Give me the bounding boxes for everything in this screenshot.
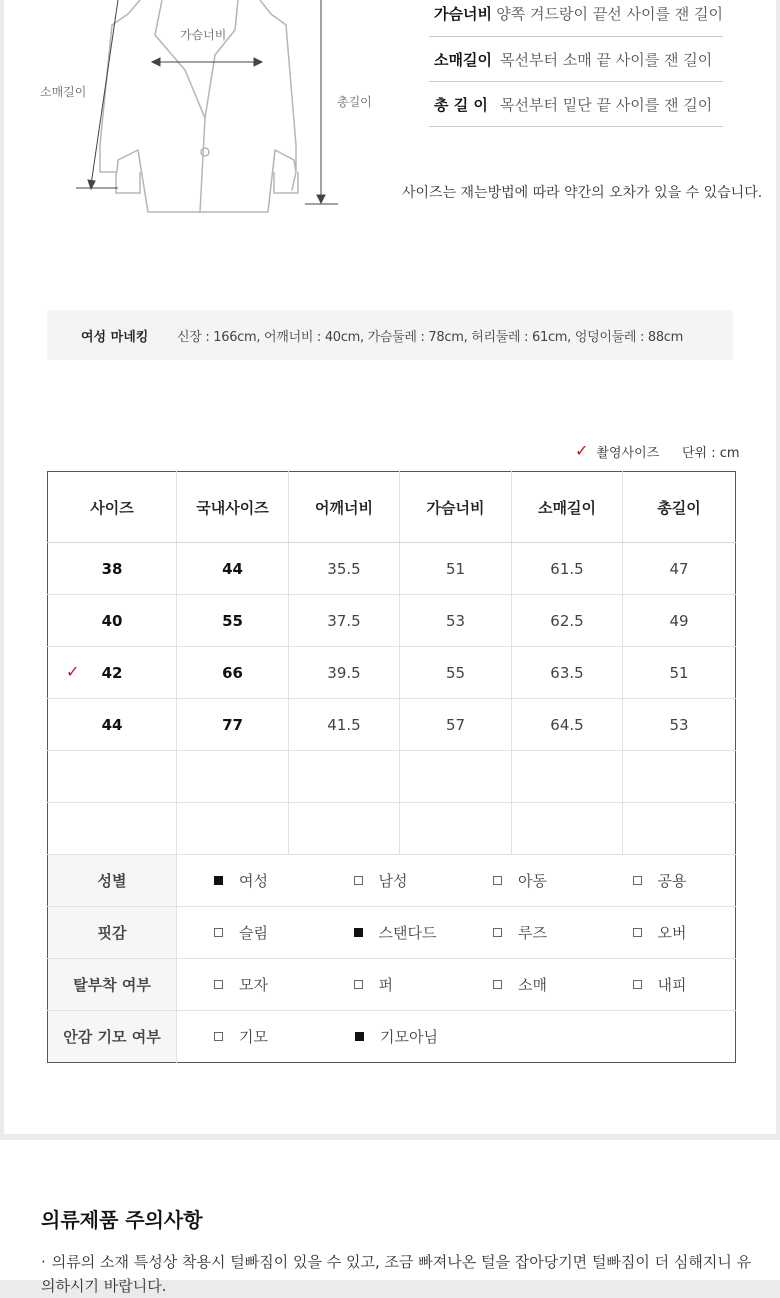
attribute-label: 탈부착 여부 [48,959,177,1011]
header-cell: 가슴너비 [400,472,512,543]
attribute-label: 성별 [48,855,177,907]
definition-desc: 목선부터 밑단 끝 사이를 잰 길이 [500,95,713,114]
photo-size-label: 촬영사이즈 [596,445,660,461]
size-cell: 40 [48,595,177,647]
attribute-row-fit [48,907,736,959]
table-cell: 53 [400,595,512,647]
table-cell: 63.5 [512,647,623,699]
size-cell [48,647,177,699]
unchecked-box-icon [633,980,642,989]
bullet: · [41,1253,46,1271]
attribute-option [456,974,596,995]
table-cell: 47 [623,543,736,595]
definition-row [429,0,723,37]
attribute-option [177,974,317,995]
table-row [48,595,736,647]
model-measurements: 신장 : 166cm, 어깨너비 : 40cm, 가슴둘레 : 78cm, 허리둘레 : 61cm, 엉덩이둘레 : 88cm [177,329,684,345]
care-title: 의류제품 주의사항 [41,1208,203,1232]
table-cell [400,803,512,855]
total-length-label: 총길이 [337,95,372,109]
table-cell: 51 [400,543,512,595]
option-label: 기모 [239,1028,268,1046]
table-cell: 35.5 [289,543,400,595]
table-cell [48,751,177,803]
model-info-box [47,310,733,360]
unchecked-box-icon [493,980,502,989]
option-label: 슬림 [239,924,268,942]
option-label: 내피 [657,976,687,994]
unchecked-box-icon [354,980,363,989]
attribute-option [177,1026,318,1047]
care-item [41,1250,761,1298]
option-label: 공용 [657,872,687,890]
size-value: 42 [101,663,123,682]
definition-term: 소매길이 [434,50,492,69]
header-cell: 총길이 [623,472,736,543]
attribute-option [317,974,457,995]
attribute-option [596,922,736,943]
attribute-option [318,1026,459,1047]
checked-box-icon [354,928,363,937]
table-cell [177,803,289,855]
attribute-option [596,974,736,995]
check-icon: ✓ [575,441,589,460]
unchecked-box-icon [214,980,223,989]
attribute-option [317,922,457,943]
table-cell: 41.5 [289,699,400,751]
unit-label: 단위 : cm [682,445,740,461]
unchecked-box-icon [214,1032,223,1041]
header-cell: 소매길이 [512,472,623,543]
unchecked-box-icon [214,928,223,937]
table-cell: 57 [400,699,512,751]
attribute-options [177,1011,736,1063]
table-cell: 39.5 [289,647,400,699]
table-cell: 49 [623,595,736,647]
definition-desc: 목선부터 소매 끝 사이를 잰 길이 [500,50,713,69]
attribute-option [456,870,596,891]
table-cell [623,803,736,855]
checked-box-icon [214,876,223,885]
table-cell: 55 [400,647,512,699]
unchecked-box-icon [354,876,363,885]
measurement-definitions [429,0,723,127]
attribute-row-detachable [48,959,736,1011]
table-cell: 37.5 [289,595,400,647]
domestic-size-cell: 66 [177,647,289,699]
table-cell: 53 [623,699,736,751]
definition-term: 총 길 이 [434,95,488,114]
checked-box-icon [355,1032,364,1041]
option-label: 퍼 [378,976,393,994]
table-row-photo-size [48,647,736,699]
header-cell: 국내사이즈 [177,472,289,543]
sleeve-length-label: 소매길이 [40,85,87,99]
attribute-row-lining [48,1011,736,1063]
photo-size-legend [575,442,659,460]
option-label: 오버 [657,924,687,942]
attribute-options [177,907,736,959]
table-row-empty [48,751,736,803]
attribute-option [177,922,317,943]
option-label: 여성 [239,872,268,890]
attribute-options [177,855,736,907]
option-label: 스탠다드 [378,924,437,942]
attribute-row-gender [48,855,736,907]
table-row-empty [48,803,736,855]
definition-row [429,82,723,127]
attribute-option [317,870,457,891]
unchecked-box-icon [633,928,642,937]
option-label: 아동 [518,872,547,890]
attribute-label: 안감 기모 여부 [48,1011,177,1063]
table-cell: 64.5 [512,699,623,751]
table-cell [400,751,512,803]
table-cell [289,751,400,803]
domestic-size-cell: 44 [177,543,289,595]
size-cell: 44 [48,699,177,751]
table-cell: 61.5 [512,543,623,595]
attribute-option [177,870,317,891]
definition-desc: 양쪽 겨드랑이 끝선 사이를 잰 길이 [496,5,723,23]
attribute-option [596,870,736,891]
unchecked-box-icon [493,876,502,885]
chest-width-label: 가슴너비 [180,28,227,42]
table-cell: 62.5 [512,595,623,647]
table-cell: 51 [623,647,736,699]
table-cell [48,803,177,855]
option-label: 루즈 [518,924,547,942]
option-label: 소매 [518,976,547,994]
unchecked-box-icon [493,928,502,937]
table-cell [512,751,623,803]
domestic-size-cell: 77 [177,699,289,751]
option-label: 남성 [378,872,408,890]
attribute-label: 핏감 [48,907,177,959]
measurement-note: 사이즈는 재는방법에 따라 약간의 오차가 있을 수 있습니다. [402,185,763,201]
option-label: 모자 [239,976,268,994]
table-cell [289,803,400,855]
table-header-row [48,472,736,543]
table-row [48,699,736,751]
table-cell [177,751,289,803]
header-cell: 사이즈 [48,472,177,543]
table-cell [512,803,623,855]
domestic-size-cell: 55 [177,595,289,647]
size-cell: 38 [48,543,177,595]
table-cell [623,751,736,803]
model-label: 여성 마네킹 [81,329,149,345]
size-table [47,471,736,1063]
unchecked-box-icon [633,876,642,885]
attribute-options [177,959,736,1011]
care-text: 의류의 소재 특성상 착용시 털빠짐이 있을 수 있고, 조금 빠져나온 털을 잡아당기면 털빠짐이 더 심해지니 유의하시기 바랍니다. [41,1253,752,1295]
option-label: 기모아님 [380,1028,438,1046]
header-cell: 어깨너비 [289,472,400,543]
definition-row [429,37,723,82]
table-row [48,543,736,595]
check-icon: ✓ [66,662,80,681]
attribute-option [456,922,596,943]
definition-term: 가슴너비 [434,5,492,23]
